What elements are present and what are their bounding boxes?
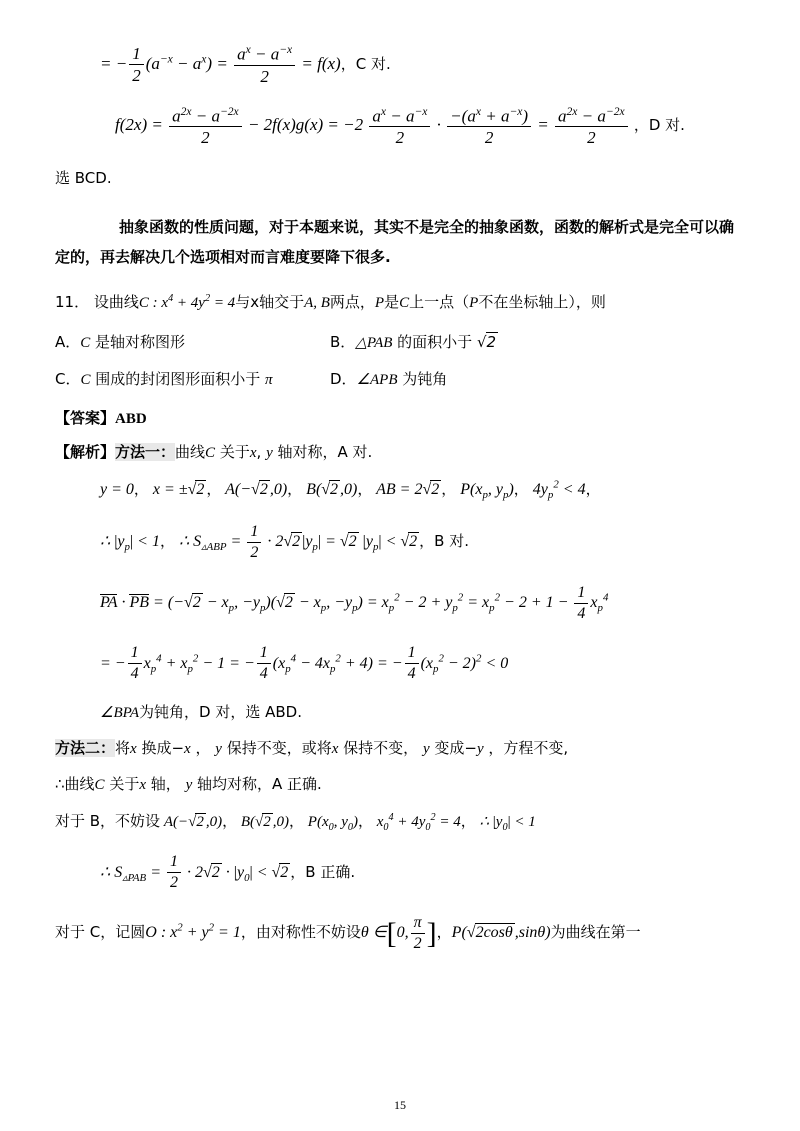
equation-2 [115, 106, 745, 148]
method-2-block [55, 741, 745, 757]
line-for-b-math: A(−√2 ,0)， B(√2 ,0)， $P(x_0$, $y_0$)， $x_0^4 + 4y_0^2 = 4$， ∴ $|y_0| < 1$ [163, 812, 536, 834]
answer-line-text: 选 BCD. [55, 169, 112, 188]
equation-1 [100, 44, 745, 86]
analysis-block [55, 445, 745, 461]
line-symmetry-text: ∴曲线C 关于x 轴， y 轴均对称，A 正确. [55, 775, 322, 794]
answer-label: 【答案】 [55, 409, 116, 428]
line-y0 [100, 479, 745, 500]
answer-block [55, 411, 745, 427]
method-2-text: 将x 换成−x ， y 保持不变，或将x 保持不变， y 变成−y ，方程不变, [115, 739, 569, 758]
analysis-label: 【解析】 [55, 443, 116, 462]
question-11-curve: C : $x^4 + 4y^2 = 4$ [138, 293, 236, 312]
line-dot-product [100, 584, 745, 623]
option-c-label: C．C 围成的封闭图形面积小于 π [55, 370, 273, 389]
line-symmetry [55, 777, 745, 793]
question-11-p: P [374, 295, 385, 312]
option-a[interactable] [55, 331, 330, 352]
page-number: 15 [394, 1098, 406, 1112]
analysis-method1-label: 方法一： [115, 443, 176, 462]
option-b-label: B．△PAB 的面积小于 √2 [330, 333, 497, 352]
question-11-text-b: 与x轴交于 [235, 293, 305, 312]
line-dot-product-content: PA · PB = ($-√2 - x_p$, $-y_p)(√2 - x_p$, $-y_p) = x_p^2 - 2 + y_p^2 = x_p^2 - 2 + 1$ − $\frac{1}{4}$ $x_p^4$ [100, 583, 609, 622]
option-b[interactable] [330, 331, 498, 352]
line-for-c-interval: [0, $\frac{\pi}{2}$ ] [386, 914, 437, 953]
option-c[interactable] [55, 368, 330, 389]
line-area-pab [100, 853, 745, 892]
line-dot-product-2 [100, 644, 745, 683]
line-for-c-mid: ，由对称性不妨设 [240, 923, 361, 942]
line-for-c-theta: θ ∈ [360, 924, 387, 942]
line-y0-content: y = 0， x = ±√2 ， A(−√2 ,0)， B(√2 ,0)， AB = 2√2 ， $P(x_p$, $y_p$)， $4y_p^2 < 4$， [100, 478, 601, 501]
line-abs [100, 523, 745, 562]
option-d[interactable] [330, 368, 447, 389]
line-abs-content: ∴ $|y_p| < 1$， ∴ $S_{▵ABP}$ = $\frac{1}{2}$ · 2√2 $|y_p| = √2$ $|y_p| < √2$ ，B 对. [100, 522, 469, 561]
method-2-label: 方法二： [55, 739, 116, 758]
options-row-2 [55, 368, 745, 389]
question-11-text-a: 设曲线 [93, 293, 139, 312]
question-11-c2: C [399, 295, 410, 312]
analysis-method1-text: 曲线C 关于x, y 轴对称，A 对. [175, 443, 373, 462]
option-a-label: A．C 是轴对称图形 [55, 333, 186, 352]
line-for-c-circle: O : $x^2 + y^2 = 1$ [145, 922, 241, 942]
line-for-c-prefix: 对于 C，记圆 [55, 923, 146, 942]
question-11-p2: P [469, 295, 479, 312]
line-for-c-point: P(√2cosθ ,sinθ) [451, 924, 551, 942]
options-row-1 [55, 331, 745, 352]
teacher-note [55, 213, 745, 272]
line-for-b [55, 813, 745, 833]
teacher-note-text: 抽象函数的性质问题，对于本题来说，其实不是完全的抽象函数，函数的解析式是完全可以确定的，再去解决几个选项相对而言难度要降下很多. [55, 218, 735, 266]
question-11-number: 11． [55, 293, 90, 312]
line-area-pab-content: ∴ $S_{▵PAB}$ = $\frac{1}{2}$ · $2√2 \cdot |y_0| < √2$ ，B 正确. [100, 853, 356, 892]
line-for-c: 对于 C，记圆O : $x^2 + y^2 = 1$，由对称性不妨设θ ∈[0, $\frac{\pi}{2}$ ]，P(√2cosθ ,sinθ)为曲线在第一 [55, 914, 641, 953]
answer-line [55, 171, 745, 187]
answer-value: ABD [115, 411, 147, 428]
question-11-text-c: 两点， [329, 293, 375, 312]
equation-1-content: = − $\frac{1}{2}$ $(a^{-x} - a^x)$ = $\frac{a^x - a^{-x}}{2}$ = f(x)，C 对. [100, 43, 391, 86]
question-11 [55, 294, 745, 311]
question-11-ab: A, B [304, 295, 330, 312]
line-for-b-prefix: 对于 B，不妨设 [55, 812, 161, 831]
equation-2-content: f(2x) = $\frac{a^{2x} - a^{-2x}}{2}$ − 2f(x)g(x) = −2 $\frac{a^x - a^{-x}}{2}$ · $\frac{-(a^x + a^{-x})}{2}$ = $\frac{a^{2x} - a^{-2x}}{2}$ ，D 对. [115, 104, 685, 148]
line-obtuse-text: ∠BPA为钝角，D 对，选 ABD. [100, 703, 302, 722]
line-for-c-tail: 为曲线在第一 [550, 923, 641, 942]
question-11-text-f: 不在坐标轴上），则 [478, 293, 606, 312]
option-d-label: D．∠APB 为钝角 [330, 370, 448, 389]
question-11-text-d: 是 [384, 293, 400, 312]
line-obtuse [100, 705, 745, 721]
question-11-text-e: 上一点（ [409, 293, 470, 312]
line-dot-product-2-content: = − $\frac{1}{4}$ $x_p^4 + x_p^2 - 1$ = − $\frac{1}{4}$ $(x_p^4 - 4x_p^2 + 4)$ = − $\frac{1}{4}$ $(x_p^2 - 2)^2 < 0$ [100, 644, 509, 683]
